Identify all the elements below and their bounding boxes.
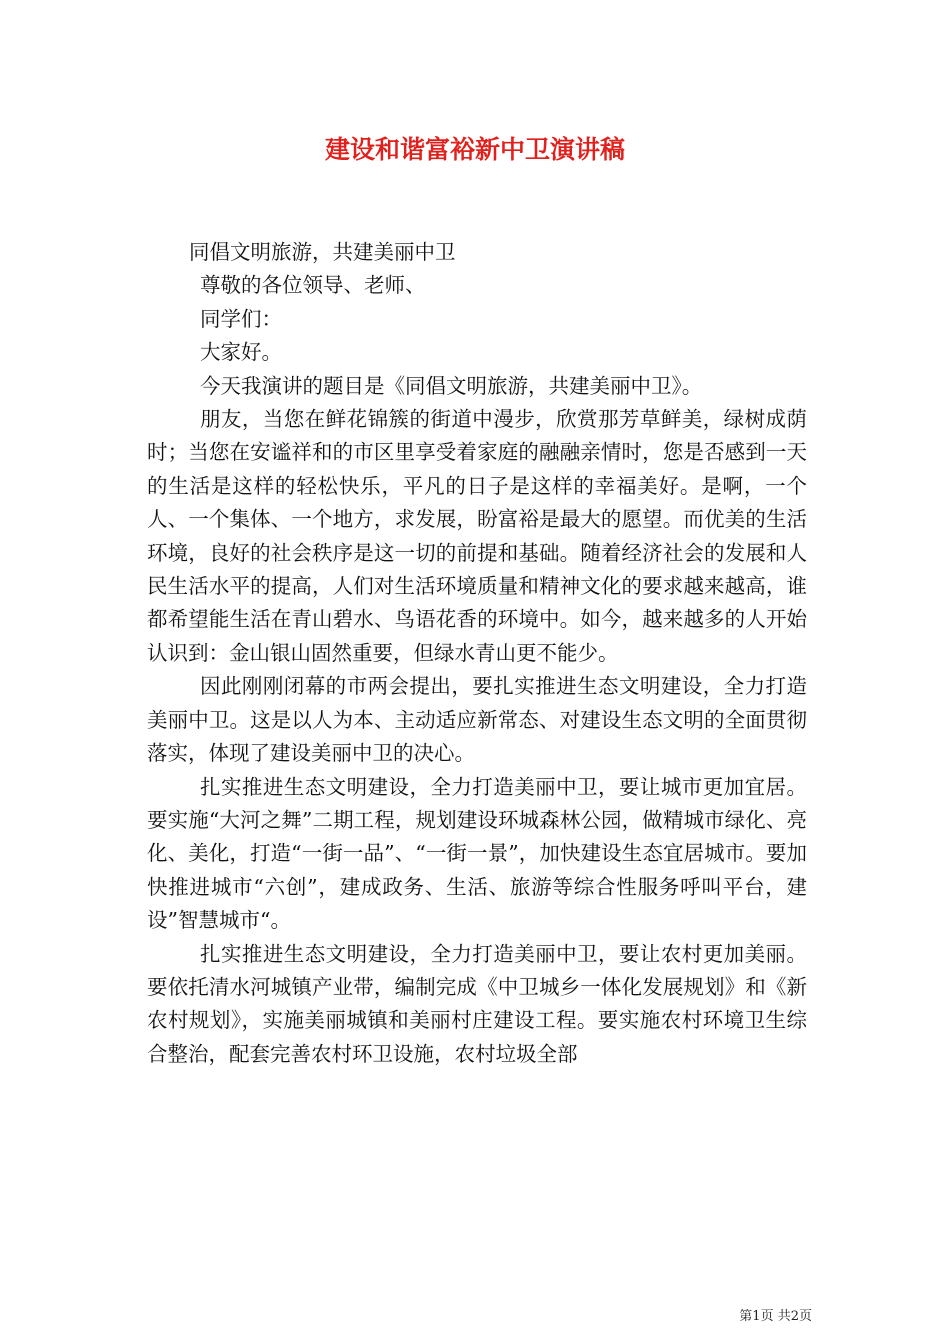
footer-prefix: 第 bbox=[739, 1309, 753, 1324]
topic-line: 今天我演讲的题目是《同倡文明旅游，共建美丽中卫》。 bbox=[200, 373, 703, 398]
footer-total-pages: 2 bbox=[790, 1309, 799, 1324]
paragraph: 扎实推进生态文明建设，全力打造美丽中卫，要让农村更加美丽。要依托清水河城镇产业带，编制完成《中卫城乡一体化发展规划》和《新农村规划》，实施美丽城镇和美丽村庄建设工程。要实施农村环境卫生综合整治，配套完善农村环卫设施，农村垃圾全部 bbox=[147, 941, 807, 1066]
speech-body bbox=[147, 236, 807, 1071]
hello-line: 大家好。 bbox=[200, 340, 282, 365]
greeting-line-2: 同学们： bbox=[200, 306, 282, 331]
greeting-line-1: 尊敬的各位领导、老师、 bbox=[200, 273, 426, 298]
paragraph: 扎实推进生态文明建设，全力打造美丽中卫，要让城市更加宜居。要实施“大河之舞”二期工程，规划建设环城森林公园，做精城市绿化、亮化、美化，打造“一街一品”、“一街一景”，加快建设生态宜居城市。要加快推进城市“六创”，建成政务、生活、旅游等综合性服务呼叫平台，建设”智慧城市“。 bbox=[147, 774, 807, 933]
speech-subtitle: 同倡文明旅游，共建美丽中卫 bbox=[189, 240, 456, 264]
paragraph: 朋友，当您在鲜花锦簇的街道中漫步，欣赏那芳草鲜美，绿树成荫时；当您在安谧祥和的市区里享受着家庭的融融亲情时，您是否感到一天的生活是这样的轻松快乐，平凡的日子是这样的幸福美好。是啊，一个人、一个集体、一个地方，求发展，盼富裕是最大的愿望。而优美的生活环境，良好的社会秩序是这一切的前提和基础。随着经济社会的发展和人民生活水平的提高，人们对生活环境质量和精神文化的要求越来越高，谁都希望能生活在青山碧水、鸟语花香的环境中。如今，越来越多的人开始认识到：金山银山固然重要，但绿水青山更不能少。 bbox=[147, 407, 807, 665]
page-number-footer bbox=[0, 1308, 812, 1326]
paragraph: 因此刚刚闭幕的市两会提出，要扎实推进生态文明建设，全力打造美丽中卫。这是以人为本、主动适应新常态、对建设生态文明的全面贯彻落实，体现了建设美丽中卫的决心。 bbox=[147, 674, 807, 766]
page-title: 建设和谐富裕新中卫演讲稿 bbox=[324, 135, 625, 164]
footer-current-page: 1 bbox=[752, 1309, 761, 1324]
footer-middle: 页 共 bbox=[760, 1309, 791, 1324]
footer-suffix: 页 bbox=[798, 1309, 812, 1324]
